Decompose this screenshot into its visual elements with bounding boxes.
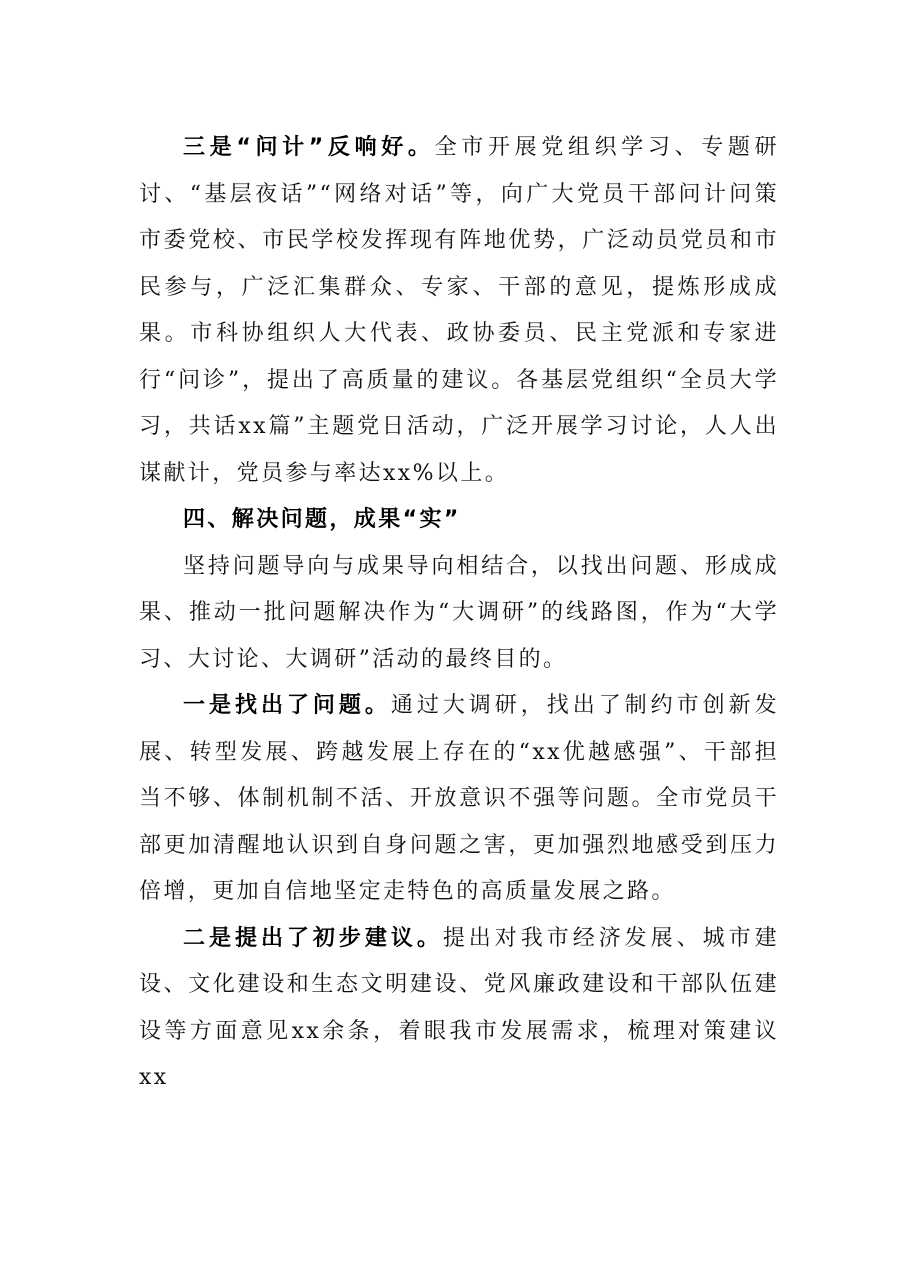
section-heading-solve-problems: 四、解决问题，成果“实” xyxy=(183,507,461,532)
paragraph-wenji-feedback xyxy=(139,125,779,497)
paragraph-text: 通过大调研，找出了制约市创新发展、转型发展、跨越发展上存在的“xx优越感强”、干部担当不够、体制机制不活、开放意识不强等问题。全市党员干部更加清醒地认识到自身问题之害，更加强烈地感受到压力倍增，更加自信地坚定走特色的高质量发展之路。 xyxy=(139,693,779,904)
paragraph-initial-suggestions xyxy=(139,916,779,1102)
paragraph-text: 全市开展党组织学习、专题研讨、“基层夜话”“网络对话”等，向广大党员干部问计问策市委党校、市民学校发挥现有阵地优势，广泛动员党员和市民参与，广泛汇集群众、专家、干部的意见，提炼形成成果。市科协组织人大代表、政协委员、民主党派和专家进行“问诊”，提出了高质量的建议。各基层党组织“全员大学习，共话xx篇”主题党日活动，广泛开展学习讨论，人人出谋献计，党员参与率达xx%以上。 xyxy=(139,135,779,486)
paragraph-problem-oriented xyxy=(139,544,779,684)
paragraph-lead: 三是“问计”反响好。 xyxy=(183,135,435,160)
paragraph-found-problems xyxy=(139,683,779,916)
paragraph-lead: 二是提出了初步建议。 xyxy=(183,925,443,951)
paragraph-lead: 一是找出了问题。 xyxy=(183,693,391,718)
document-body xyxy=(139,125,779,1102)
paragraph-text: 坚持问题导向与成果导向相结合，以找出问题、形成成果、推动一批问题解决作为“大调研”的线路图，作为“大学习、大讨论、大调研”活动的最终目的。 xyxy=(139,553,779,672)
paragraph-text: 提出对我市经济发展、城市建设、文化建设和生态文明建设、党风廉政建设和干部队伍建设等方面意见xx余条，着眼我市发展需求，梳理对策建议xx xyxy=(139,925,779,1090)
